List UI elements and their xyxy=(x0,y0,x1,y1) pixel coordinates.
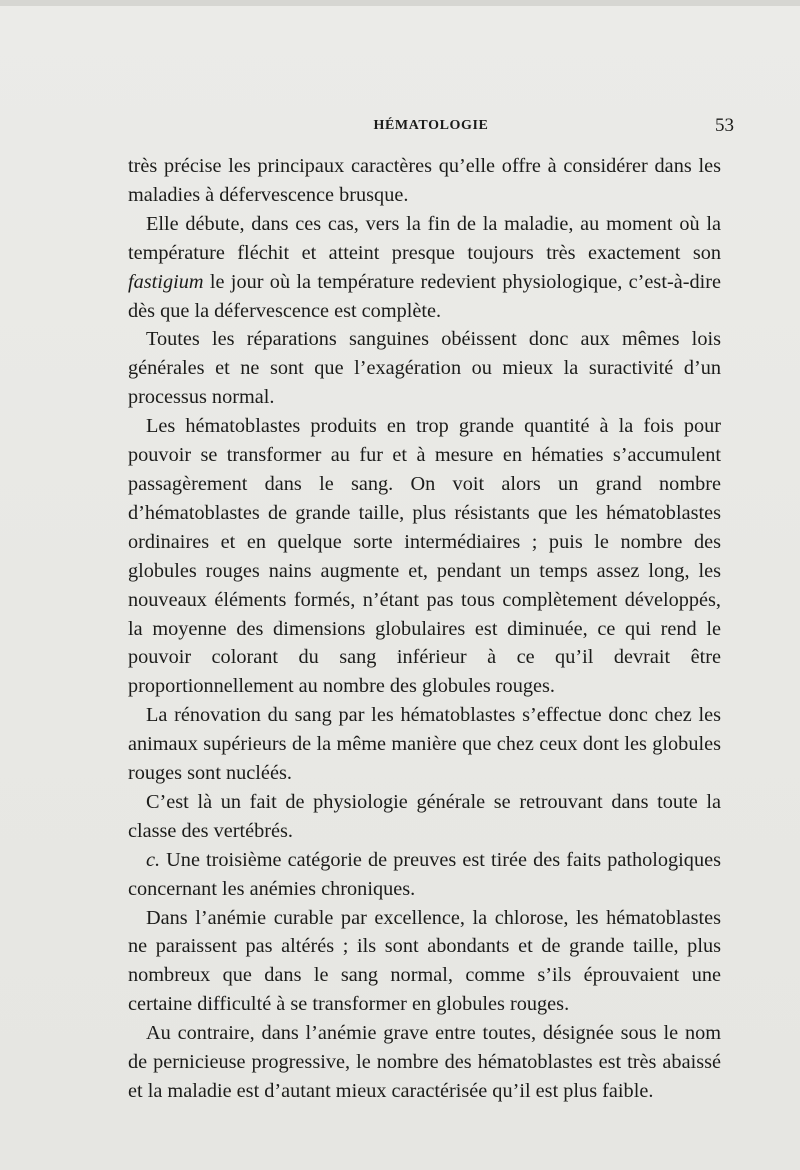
page-number: 53 xyxy=(715,115,734,136)
paragraph-text: le jour où la température redevient physiologique, c’est-à-dire dès que la défervescence est complète. xyxy=(128,270,721,322)
paragraph-chlorose: Dans l’anémie curable par excellence, la chlorose, les hématoblastes ne paraissent pas altérés ; ils sont abondants et de grande taille, plus nombreux que dans le sang normal, comme s’ils éprouvaient une certaine difficulté à se transformer en globules rouges. xyxy=(128,906,721,1016)
paragraph-continued: très précise les principaux caractères qu’elle offre à considérer dans les maladies à défervescence brusque. xyxy=(128,155,721,206)
paragraph-renovation: La rénovation du sang par les hématoblastes s’effectue donc chez les animaux supérieurs de la même manière que chez ceux dont les globules rouges sont nucléés. xyxy=(128,704,721,785)
paragraph-physiologie: C’est là un fait de physiologie générale se retrouvant dans toute la classe des vertébrés. xyxy=(128,790,721,842)
body-text xyxy=(128,152,721,1106)
running-title: HÉMATOLOGIE xyxy=(373,118,489,133)
section-letter: c. xyxy=(146,848,161,871)
paragraph-hematoblastes: Les hématoblastes produits en trop grande quantité à la fois pour pouvoir se transformer au fur et à mesure en hématies s’accumulent passagèrement dans le sang. On voit alors un grand nombre d’hématoblastes de grande taille, plus résistants que les hématoblastes ordinaires et en quelque sorte intermédiaires ; puis le nombre des globules rouges nains augmente et, pendant un temps assez long, les nouveaux éléments formés, n’étant pas tous complètement développés, la moyenne des dimensions globulaires est diminuée, ce qui rend le pouvoir colorant du sang inférieur à ce qu’il devrait être proportionnellement au nombre des globules rouges. xyxy=(128,415,721,698)
paragraph-preuves xyxy=(128,846,721,904)
paragraph-anemie-grave: Au contraire, dans l’anémie grave entre toutes, désignée sous le nom de pernicieuse progressive, le nombre des hématoblastes est très abaissé et la maladie est d’autant mieux caractérisée qu’il est plus faible. xyxy=(128,1022,721,1102)
italic-term-fastigium: fastigium xyxy=(128,270,204,293)
paragraph-reparations: Toutes les réparations sanguines obéissent donc aux mêmes lois générales et ne sont que l’exagération ou mieux la suractivité d’un processus normal. xyxy=(128,328,721,409)
paragraph-text: Une troisième catégorie de preuves est tirée des faits pathologiques concernant les anémies chroniques. xyxy=(128,848,721,900)
page-header xyxy=(128,115,734,138)
page-top-edge xyxy=(0,0,800,6)
paragraph-text: Elle débute, dans ces cas, vers la fin de la maladie, au moment où la température fléchit et atteint presque toujours très exactement son xyxy=(128,212,721,264)
paragraph-defervescence xyxy=(128,210,721,326)
